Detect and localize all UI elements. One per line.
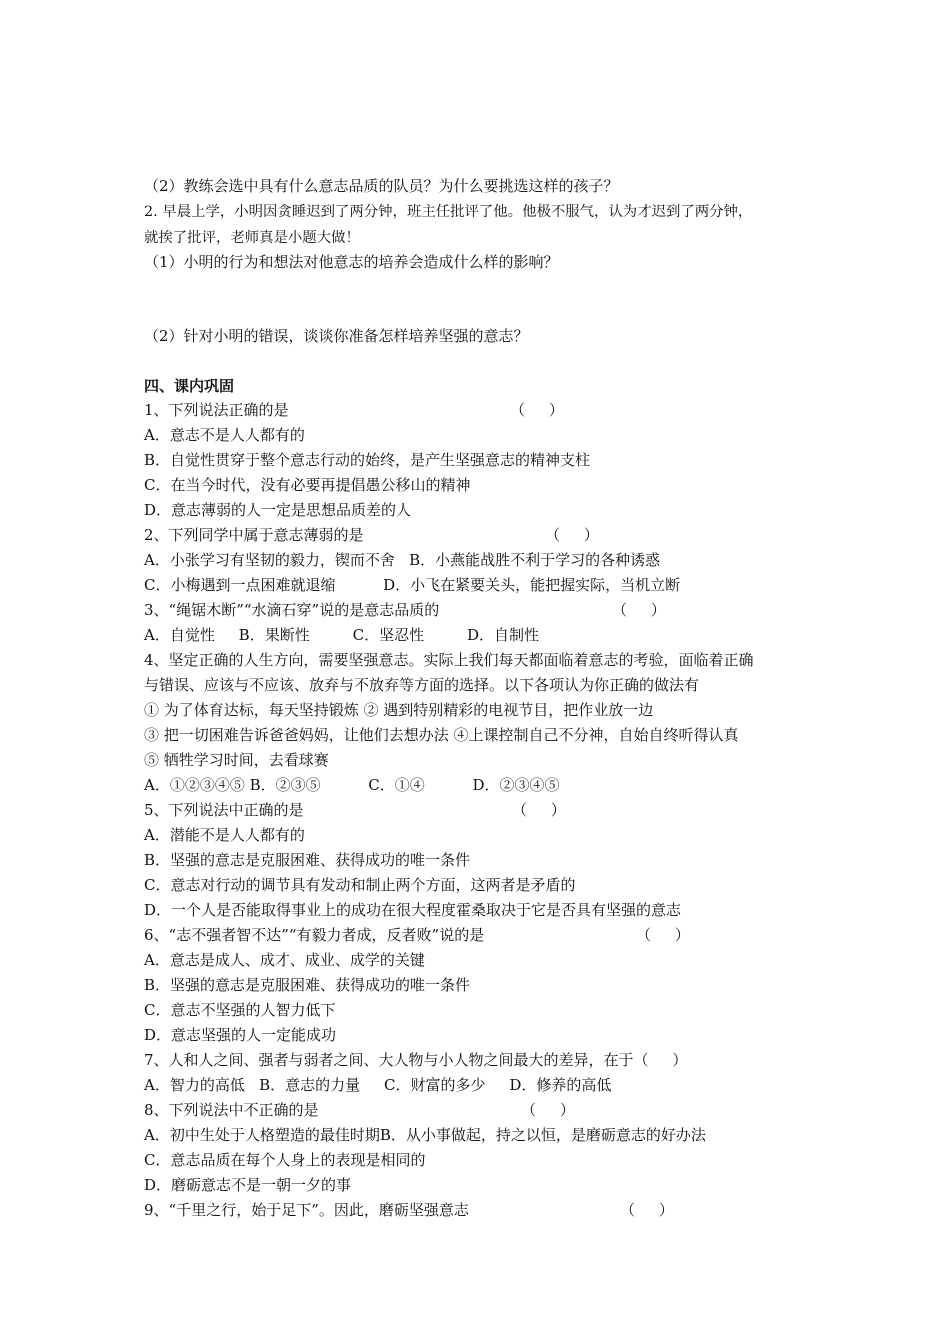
question-2-stem-line2: 就挨了批评，老师真是小题大做！ bbox=[144, 230, 360, 246]
choice-6-option-a: A．意志是成人、成才、成业、成学的关键 bbox=[144, 951, 425, 969]
choice-7-stem: 7、人和人之间、强者与弱者之间、大人物与小人物之间最大的差异，在于（ ） bbox=[144, 1051, 688, 1069]
choice-8-option-d: D．磨砺意志不是一朝一夕的事 bbox=[144, 1176, 352, 1194]
choice-6-option-d: D．意志坚强的人一定能成功 bbox=[144, 1026, 337, 1044]
choice-6-blank: （ ） bbox=[636, 926, 690, 944]
choice-2-options-cd: C．小梅遇到一点困难就退缩 D．小飞在紧要关头，能把握实际，当机立断 bbox=[144, 576, 681, 594]
choice-2-blank: （ ） bbox=[545, 526, 599, 544]
choice-8-stem: 8、下列说法中不正确的是 bbox=[144, 1101, 319, 1119]
question-2-stem-line1: 2. 早晨上学，小明因贪睡迟到了两分钟，班主任批评了他。他极不服气，认为才迟到了两分钟， bbox=[144, 204, 753, 220]
choice-1-option-c: C．在当今时代，没有必要再提倡愚公移山的精神 bbox=[144, 476, 471, 494]
choice-2-options-ab: A．小张学习有坚韧的毅力，锲而不舍 B．小燕能战胜不利于学习的各种诱惑 bbox=[144, 551, 661, 569]
choice-4-items-3: ⑤ 牺牲学习时间，去看球赛 bbox=[144, 751, 329, 769]
choice-9-blank: （ ） bbox=[620, 1201, 674, 1219]
choice-3-blank: （ ） bbox=[612, 601, 666, 619]
choice-3-stem: 3、“绳锯木断”“水滴石穿”说的是意志品质的 bbox=[144, 601, 440, 619]
choice-6-option-b: B．坚强的意志是克服困难、获得成功的唯一条件 bbox=[144, 976, 471, 994]
choice-5-stem: 5、下列说法中正确的是 bbox=[144, 801, 304, 819]
choice-5-option-c: C．意志对行动的调节具有发动和制止两个方面，这两者是矛盾的 bbox=[144, 876, 576, 894]
choice-1-option-b: B．自觉性贯穿于整个意志行动的始终，是产生坚强意志的精神支柱 bbox=[144, 451, 591, 469]
choice-8-option-c: C．意志品质在每个人身上的表现是相同的 bbox=[144, 1151, 426, 1169]
choice-3-options: A．自觉性 B．果断性 C．坚忍性 D．自制性 bbox=[144, 626, 540, 644]
choice-8-options-ab: A．初中生处于人格塑造的最佳时期B．从小事做起，持之以恒，是磨砺意志的好办法 bbox=[144, 1126, 706, 1144]
section-heading: 四、课内巩固 bbox=[144, 377, 235, 395]
choice-6-option-c: C．意志不坚强的人智力低下 bbox=[144, 1001, 336, 1019]
choice-4-stem-line1: 4、坚定正确的人生方向，需要坚强意志。实际上我们每天都面临着意志的考验，面临着正确 bbox=[144, 651, 754, 669]
choice-1-blank: （ ） bbox=[510, 401, 564, 419]
choice-5-option-b: B．坚强的意志是克服困难、获得成功的唯一条件 bbox=[144, 851, 471, 869]
choice-1-option-a: A．意志不是人人都有的 bbox=[144, 426, 305, 444]
choice-4-options: A．①②③④⑤ B．②③⑤ C．①④ D．②③④⑤ bbox=[144, 776, 560, 794]
choice-7-options: A．智力的高低 B．意志的力量 C．财富的多少 D．修养的高低 bbox=[144, 1076, 612, 1094]
choice-5-blank: （ ） bbox=[512, 801, 566, 819]
choice-9-stem: 9、“千里之行，始于足下”。因此，磨砺坚强意志 bbox=[144, 1201, 469, 1219]
choice-6-stem: 6、“志不强者智不达”“有毅力者成，反者败”说的是 bbox=[144, 926, 485, 944]
choice-5-option-d: D．一个人是否能取得事业上的成功在很大程度霍桑取决于它是否具有坚强的意志 bbox=[144, 901, 682, 919]
choice-5-option-a: A．潜能不是人人都有的 bbox=[144, 826, 305, 844]
choice-4-items-2: ③ 把一切困难告诉爸爸妈妈，让他们去想办法 ④上课控制自己不分神，自始自终听得认真 bbox=[144, 726, 739, 744]
choice-4-items-1: ① 为了体育达标，每天坚持锻炼 ② 遇到特别精彩的电视节目，把作业放一边 bbox=[144, 701, 654, 719]
choice-1-stem: 1、下列说法正确的是 bbox=[144, 401, 289, 419]
choice-8-blank: （ ） bbox=[521, 1101, 575, 1119]
question-2-sub1: （1）小明的行为和想法对他意志的培养会造成什么样的影响？ bbox=[144, 253, 559, 271]
question-2-sub2: （2）针对小明的错误，谈谈你准备怎样培养坚强的意志？ bbox=[144, 327, 529, 345]
choice-2-stem: 2、下列同学中属于意志薄弱的是 bbox=[144, 526, 364, 544]
choice-1-option-d: D．意志薄弱的人一定是思想品质差的人 bbox=[144, 501, 412, 519]
choice-4-stem-line2: 与错误、应该与不应该、放弃与不放弃等方面的选择。以下各项认为你正确的做法有 bbox=[144, 676, 700, 694]
question-2-of-previous: （2）教练会选中具有什么意志品质的队员？为什么要挑选这样的孩子？ bbox=[144, 177, 619, 195]
